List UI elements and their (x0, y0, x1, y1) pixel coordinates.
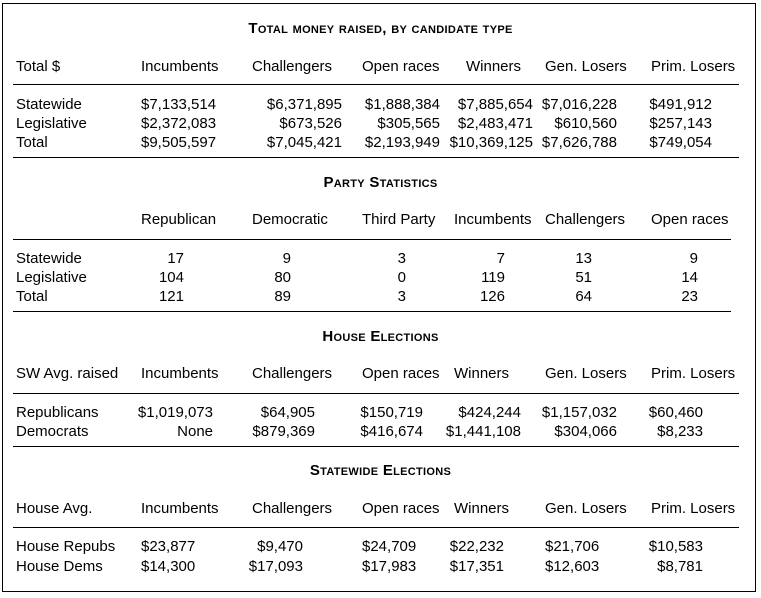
table-cell: $416,674 (360, 423, 423, 440)
table-cell: $9,470 (257, 538, 303, 555)
column-header: SW Avg. raised (16, 365, 119, 382)
row-label: Statewide (16, 250, 82, 267)
table-cell: $17,093 (248, 558, 303, 575)
row-label: House Repubs (16, 538, 116, 555)
table-cell: 126 (479, 288, 505, 305)
column-header: Incumbents (141, 365, 219, 382)
table-cell: $17,351 (449, 558, 504, 575)
table-cell: $8,781 (657, 558, 703, 575)
table-cell: $673,526 (279, 115, 342, 132)
table-cell: 3 (397, 250, 406, 267)
column-header: Winners (466, 58, 522, 75)
table-cell: $12,603 (545, 558, 600, 575)
column-header: Open races (362, 58, 440, 75)
column-header: Winners (454, 500, 510, 517)
table-cell: $305,565 (377, 115, 440, 132)
table-cell: $1,888,384 (364, 96, 440, 113)
row-label: Legislative (16, 269, 87, 286)
table-cell: $6,371,895 (266, 96, 342, 113)
table-cell: 13 (575, 250, 592, 267)
column-header: Incumbents (141, 500, 219, 517)
table-cell: $14,300 (141, 558, 196, 575)
column-header: Challengers (252, 500, 333, 517)
table-cell: 14 (681, 269, 698, 286)
section-divider (13, 157, 739, 158)
table-cell: 9 (282, 250, 291, 267)
column-header: Prim. Losers (651, 365, 736, 382)
table-cell: $1,157,032 (541, 404, 617, 421)
table-cell: $304,066 (554, 423, 617, 440)
table-cell: $9,505,597 (141, 134, 217, 151)
column-header: Incumbents (141, 58, 219, 75)
column-header: Challengers (252, 58, 333, 75)
column-header: Open races (362, 500, 440, 517)
column-header: Incumbents (454, 211, 532, 228)
table-cell: $64,905 (260, 404, 315, 421)
section-divider (13, 446, 739, 447)
table-cell: 23 (681, 288, 698, 305)
column-header: Democratic (252, 211, 328, 228)
section-divider (13, 311, 731, 312)
table-cell: 3 (397, 288, 406, 305)
table-cell: 17 (167, 250, 184, 267)
table-cell: $150,719 (360, 404, 423, 421)
table-cell: $10,583 (648, 538, 703, 555)
table-cell: 0 (397, 269, 406, 286)
table-cell: $2,372,083 (141, 115, 217, 132)
table-cell: $21,706 (545, 538, 600, 555)
table-cell: 9 (689, 250, 698, 267)
table-cell: $10,369,125 (449, 134, 533, 151)
table-cell: 104 (158, 269, 184, 286)
row-label: Total (16, 288, 48, 305)
table-cell: $491,912 (649, 96, 712, 113)
table-cell: None (177, 423, 213, 440)
section-title: Total money raised, by candidate type (248, 20, 513, 37)
column-header: Republican (141, 211, 217, 228)
column-header: Total $ (16, 58, 61, 75)
table-cell: $7,885,654 (457, 96, 533, 113)
section-rule (13, 527, 739, 528)
table-cell: 89 (274, 288, 291, 305)
table-cell: $2,483,471 (457, 115, 533, 132)
section-title: Party Statistics (323, 174, 438, 191)
row-label: Statewide (16, 96, 82, 113)
column-header: Open races (651, 211, 729, 228)
column-header: Gen. Losers (545, 58, 627, 75)
table-cell: $2,193,949 (364, 134, 440, 151)
table-cell: 51 (575, 269, 592, 286)
table-cell: 64 (575, 288, 592, 305)
section-title: Statewide Elections (309, 462, 452, 479)
table-cell: $24,709 (362, 538, 417, 555)
column-header: Open races (362, 365, 440, 382)
table-cell: $7,133,514 (141, 96, 217, 113)
table-cell: $257,143 (649, 115, 712, 132)
column-header: Gen. Losers (545, 500, 627, 517)
table-cell: 7 (496, 250, 505, 267)
table-cell: $424,244 (458, 404, 521, 421)
table-cell: $1,019,073 (137, 404, 213, 421)
table-cell: $879,369 (252, 423, 315, 440)
row-label: House Dems (16, 558, 103, 575)
row-label: Legislative (16, 115, 87, 132)
table-cell: $7,626,788 (541, 134, 617, 151)
table-cell: $17,983 (362, 558, 417, 575)
row-label: Republicans (16, 404, 99, 421)
table-cell: $7,045,421 (266, 134, 342, 151)
column-header: Third Party (362, 211, 436, 228)
table-cell: $1,441,108 (445, 423, 521, 440)
table-cell: $23,877 (141, 538, 196, 555)
table-cell: $7,016,228 (541, 96, 617, 113)
column-header: Winners (454, 365, 510, 382)
column-header: Prim. Losers (651, 500, 736, 517)
table-cell: $749,054 (649, 134, 712, 151)
table-cell: 119 (481, 269, 505, 286)
table-cell: $22,232 (449, 538, 504, 555)
table-cell: 80 (274, 269, 291, 286)
section-rule (13, 239, 731, 240)
table-cell: 121 (158, 288, 184, 305)
section-rule (13, 393, 739, 394)
row-label: Total (16, 134, 48, 151)
table-cell: $60,460 (648, 404, 703, 421)
column-header: Challengers (545, 211, 626, 228)
table-cell: $8,233 (657, 423, 703, 440)
section-title: House Elections (322, 328, 439, 345)
section-rule (13, 84, 739, 85)
column-header: Gen. Losers (545, 365, 627, 382)
table-cell: $610,560 (554, 115, 617, 132)
column-header: Prim. Losers (651, 58, 736, 75)
column-header: Challengers (252, 365, 333, 382)
row-label: Democrats (16, 423, 89, 440)
column-header: House Avg. (16, 500, 93, 517)
